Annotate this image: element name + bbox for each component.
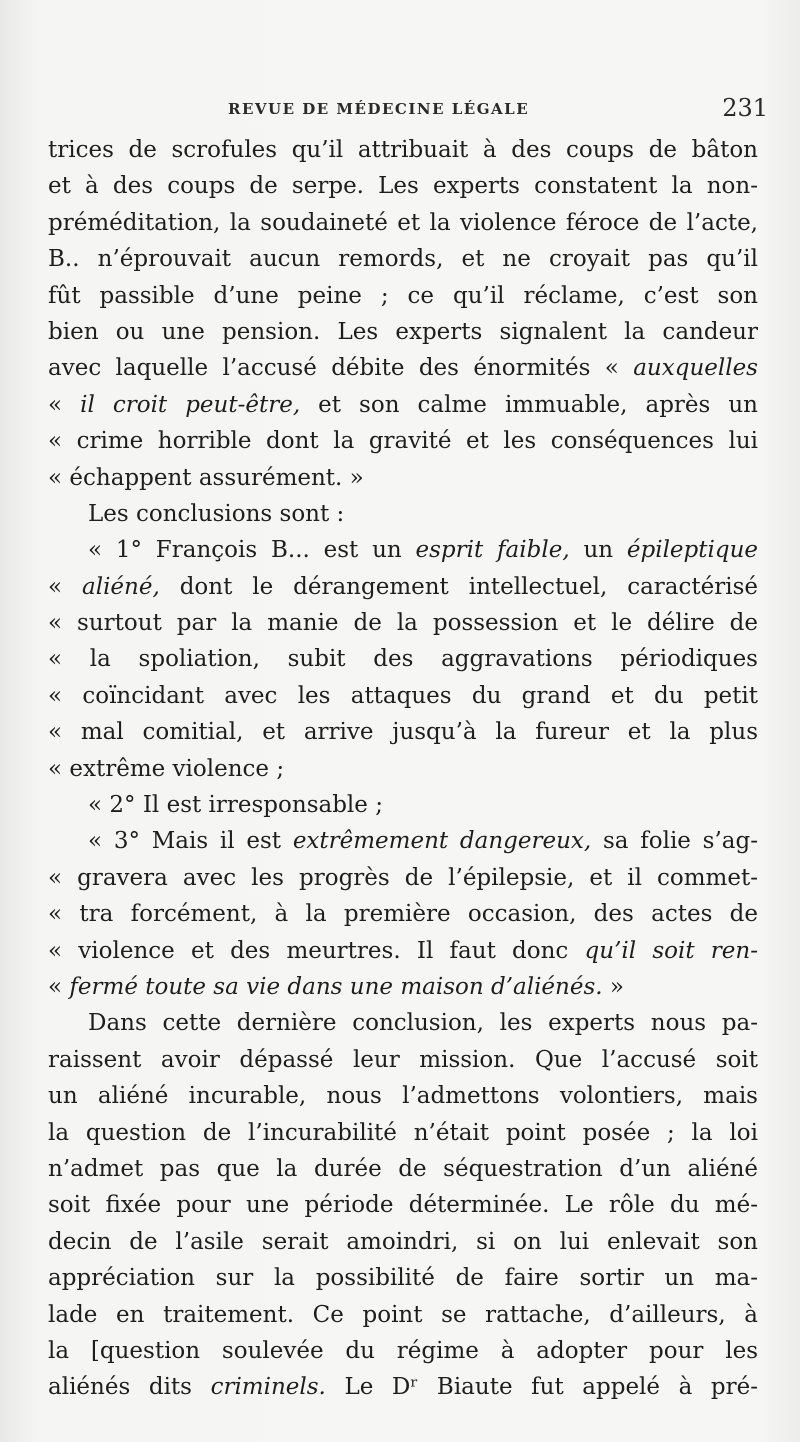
- text-line: [48, 1042, 758, 1078]
- text-segment: fût passible d’une peine ; ce qu’il réclame, c’est son: [48, 282, 758, 309]
- text-segment: aliénés dits: [48, 1374, 211, 1401]
- italic-text: extrêmement dangereux,: [292, 828, 592, 855]
- text-segment: « surtout par la manie de la possession et le délire de: [48, 610, 758, 637]
- text-segment: « coïncidant avec les attaques du grand et du petit: [48, 682, 758, 709]
- body-text: [48, 132, 758, 1406]
- text-line: [48, 1078, 758, 1114]
- text-line: [48, 823, 758, 859]
- text-segment: n’admet pas que la durée de séquestration d’un aliéné: [48, 1155, 758, 1182]
- text-line: [48, 278, 758, 314]
- italic-text: qu’il soit ren-: [584, 937, 758, 964]
- italic-text: esprit faible,: [415, 537, 570, 564]
- text-line: [48, 1369, 758, 1405]
- text-line: [48, 1333, 758, 1369]
- text-line: [48, 714, 758, 750]
- text-segment: « la spoliation, subit des aggravations périodiques: [48, 646, 758, 673]
- text-segment: « 1° François B... est un: [88, 537, 416, 564]
- text-segment: bien ou une pension. Les experts signalent la candeur: [48, 318, 758, 345]
- text-segment: «: [48, 391, 81, 418]
- text-line: [48, 314, 758, 350]
- text-segment: decin de l’asile serait amoindri, si on lui enlevait son: [48, 1228, 758, 1255]
- text-segment: « échappent assurément. »: [48, 464, 364, 491]
- text-segment: « violence et des meurtres. Il faut donc: [48, 937, 585, 964]
- text-segment: « tra forcément, à la première occasion, des actes de: [48, 901, 758, 928]
- running-title: REVUE DE MÉDECINE LÉGALE: [228, 100, 530, 118]
- italic-text: criminels.: [210, 1374, 326, 1401]
- text-line: [48, 933, 758, 969]
- text-line: [48, 241, 758, 277]
- text-line: [48, 860, 758, 896]
- text-segment: sa folie s’ag-: [591, 828, 758, 855]
- text-segment: la [question soulevée du régime à adopter pour les: [48, 1337, 758, 1364]
- italic-text: aliéné,: [82, 573, 160, 600]
- italic-text: auxquelles: [633, 355, 758, 382]
- text-segment: avec laquelle l’accusé débite des énormités «: [48, 355, 634, 382]
- page-header: [48, 94, 768, 122]
- text-line: [48, 969, 758, 1005]
- text-line: [48, 387, 758, 423]
- text-line: [48, 1224, 758, 1260]
- text-line: [48, 205, 758, 241]
- text-segment: la question de l’incurabilité n’était point posée ; la loi: [48, 1119, 758, 1146]
- text-line: [48, 1005, 758, 1041]
- text-segment: B.. n’éprouvait aucun remords, et ne croyait pas qu’il: [48, 246, 758, 273]
- text-segment: Les conclusions sont :: [88, 500, 345, 527]
- text-segment: et à des coups de serpe. Les experts constatent la non-: [48, 173, 758, 200]
- text-line: [48, 423, 758, 459]
- text-segment: un aliéné incurable, nous l’admettons volontiers, mais: [48, 1083, 758, 1110]
- text-line: [48, 751, 758, 787]
- text-line: [48, 1187, 758, 1223]
- text-segment: dont le dérangement intellectuel, caractérisé: [159, 573, 758, 600]
- italic-text: il croit peut-être,: [80, 391, 301, 418]
- text-segment: «: [48, 973, 70, 1000]
- text-line: [48, 1297, 758, 1333]
- text-line: [48, 168, 758, 204]
- italic-text: fermé toute sa vie dans une maison d’aliénés.: [69, 973, 603, 1000]
- text-line: [48, 605, 758, 641]
- text-segment: un: [569, 537, 627, 564]
- text-line: [48, 641, 758, 677]
- text-segment: appréciation sur la possibilité de faire sortir un ma-: [48, 1265, 758, 1292]
- text-line: [48, 787, 758, 823]
- text-segment: Le Dʳ Biaute fut appelé à pré-: [325, 1374, 758, 1401]
- text-line: [48, 569, 758, 605]
- text-line: [48, 532, 758, 568]
- text-line: [48, 350, 758, 386]
- text-line: [48, 496, 758, 532]
- text-segment: lade en traitement. Ce point se rattache, d’ailleurs, à: [48, 1301, 758, 1328]
- text-segment: « crime horrible dont la gravité et les conséquences lui: [48, 428, 758, 455]
- italic-text: épileptique: [626, 537, 758, 564]
- text-line: [48, 896, 758, 932]
- text-segment: Dans cette dernière conclusion, les experts nous pa-: [88, 1010, 758, 1037]
- text-segment: «: [48, 573, 82, 600]
- text-segment: « 3° Mais il est: [88, 828, 293, 855]
- page-number: 231: [722, 94, 768, 122]
- text-line: [48, 1151, 758, 1187]
- text-segment: trices de scrofules qu’il attribuait à des coups de bâton: [48, 137, 758, 163]
- text-segment: « mal comitial, et arrive jusqu’à la fureur et la plus: [48, 719, 758, 746]
- text-segment: « 2° Il est irresponsable ;: [88, 792, 383, 819]
- text-line: [48, 1115, 758, 1151]
- text-line: [48, 678, 758, 714]
- text-segment: et son calme immuable, après un: [300, 391, 758, 418]
- text-segment: raissent avoir dépassé leur mission. Que l’accusé soit: [48, 1046, 758, 1073]
- text-segment: « gravera avec les progrès de l’épilepsie, et il commet-: [48, 864, 758, 891]
- text-segment: soit fixée pour une période déterminée. Le rôle du mé-: [48, 1192, 758, 1219]
- text-segment: préméditation, la soudaineté et la violence féroce de l’acte,: [48, 209, 758, 236]
- text-segment: « extrême violence ;: [48, 755, 285, 782]
- text-line: [48, 460, 758, 496]
- text-line: [48, 1260, 758, 1296]
- text-line: [48, 132, 758, 168]
- text-segment: »: [602, 973, 624, 1000]
